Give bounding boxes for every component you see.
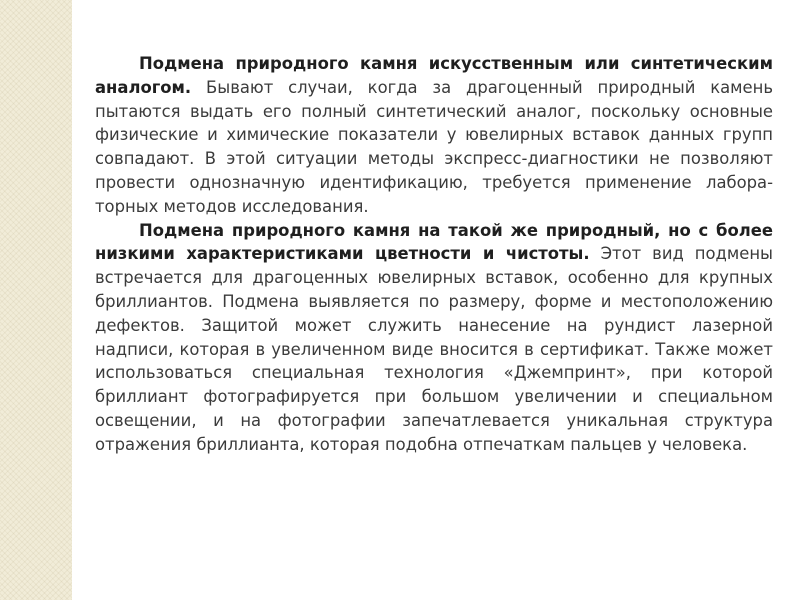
- paragraph-body: Бывают случаи, когда за драгоценный природный камень пытаются выдать его полный синтетический аналог, поскольку основные физические и химические показатели у ювелирных вставок данных групп совпадают. В этой ситуации методы экспресс-диагностики не позволяют провести однозначную идентификацию, требуется применение лабораторных методов исследования.: [95, 77, 773, 216]
- paragraph-heading: Подмена природного камня искусственным или синтетическим аналогом.: [95, 54, 773, 97]
- paragraph-body: Этот вид подмены встречается для драгоценных ювелирных вставок, особенно для крупных бриллиантов. Подмена выявляется по размеру, форме и местоположению дефектов. Защитой может служить нанесение на рундист лазерной надписи, которая в увеличенном виде вносится в сертификат. Также может использоваться специальная технология «Джемпринт», при которой бриллиант фотографируется при большом увеличении и специальном освещении, и на фотографии запечатлевается уникальная структура отражения бриллианта, которая подобна отпечаткам пальцев у человека.: [95, 244, 773, 454]
- body-text: [95, 52, 773, 457]
- paragraph-synthetic-substitution: [95, 52, 773, 219]
- paragraph-natural-substitution: [95, 219, 773, 457]
- decorative-side-strip: [0, 0, 72, 600]
- paragraph-heading: Подмена природного камня на такой же природный, но с более низкими характеристиками цветности и чистоты.: [95, 220, 773, 264]
